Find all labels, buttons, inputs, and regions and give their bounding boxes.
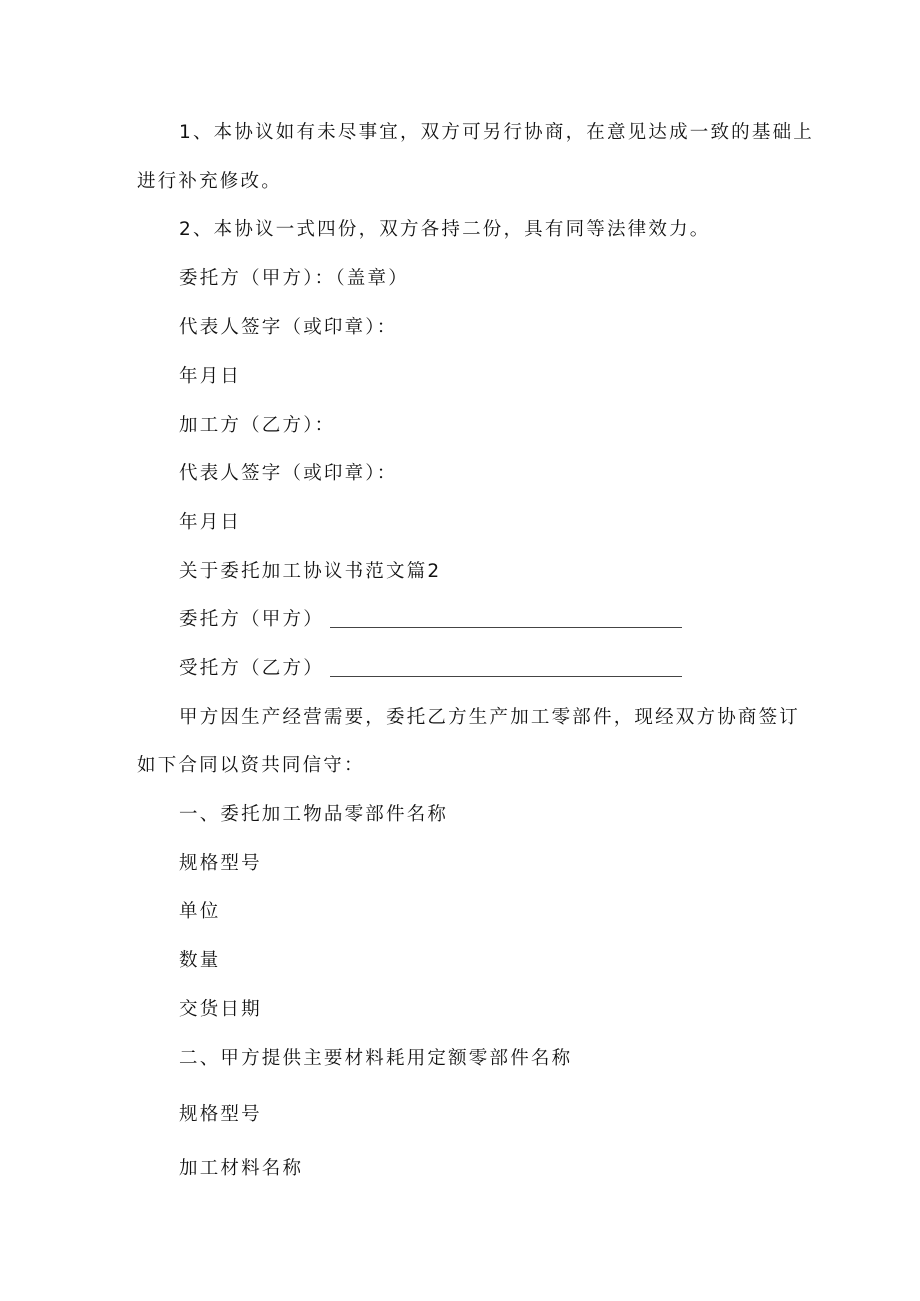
- clause-1-line-2: 进行补充修改。: [137, 171, 282, 192]
- item-2-title: 二、甲方提供主要材料耗用定额零部件名称: [179, 1048, 573, 1069]
- client-blank: [330, 627, 682, 628]
- contractor-line: [179, 660, 682, 679]
- item-2-material-name: 加工材料名称: [179, 1158, 304, 1179]
- clause-1-line-1: 1、本协议如有未尽事宜，双方可另行协商，在意见达成一致的基础上: [179, 122, 814, 143]
- party-b-line: 加工方（乙方）：: [179, 415, 336, 436]
- item-1-spec: 规格型号: [179, 853, 262, 874]
- item-1-delivery-date: 交货日期: [179, 999, 262, 1020]
- item-1-unit: 单位: [179, 901, 221, 922]
- date-line-1: 年月日: [179, 366, 242, 387]
- contractor-blank: [330, 676, 682, 677]
- intro-line-2: 如下合同以资共同信守：: [137, 755, 365, 776]
- section-title: 关于委托加工协议书范文篇2: [179, 561, 442, 582]
- representative-signature-line-2: 代表人签字（或印章）：: [179, 463, 398, 484]
- client-label: 委托方（甲方）: [179, 609, 324, 630]
- party-a-seal-line: 委托方（甲方）：（盖章）: [179, 268, 409, 289]
- item-2-spec: 规格型号: [179, 1104, 262, 1125]
- contractor-label: 受托方（乙方）: [179, 658, 324, 679]
- representative-signature-line-1: 代表人签字（或印章）：: [179, 317, 398, 338]
- intro-line-1: 甲方因生产经营需要，委托乙方生产加工零部件，现经双方协商签订: [179, 707, 801, 728]
- date-line-2: 年月日: [179, 512, 242, 533]
- client-line: [179, 611, 682, 630]
- clause-2: 2、本协议一式四份，双方各持二份，具有同等法律效力。: [179, 219, 711, 240]
- item-1-quantity: 数量: [179, 950, 221, 971]
- item-1-title: 一、委托加工物品零部件名称: [179, 804, 449, 825]
